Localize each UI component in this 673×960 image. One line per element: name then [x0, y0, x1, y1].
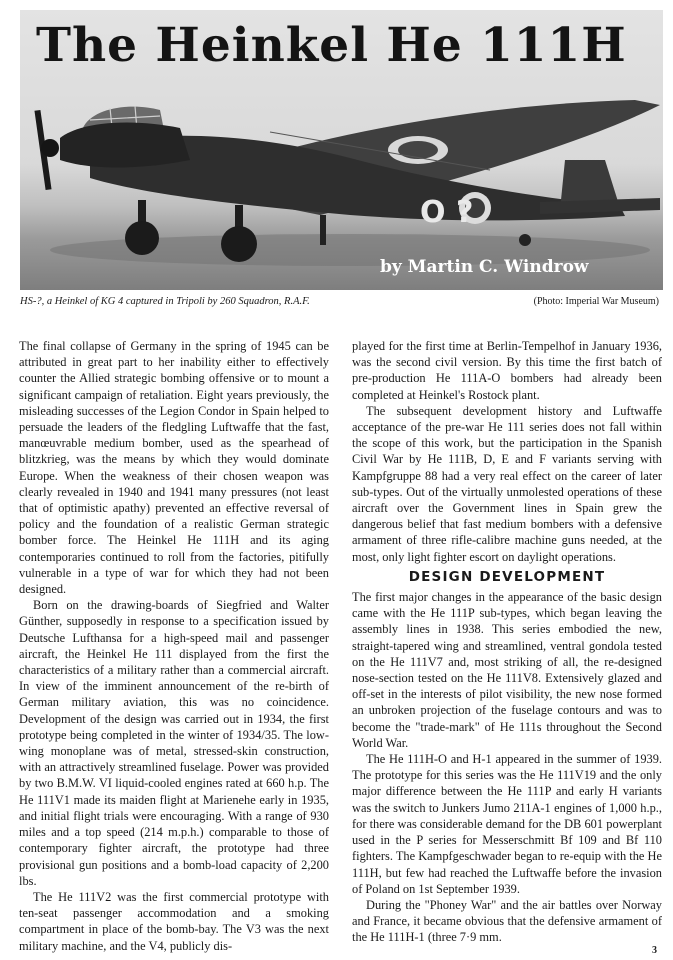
paragraph: played for the first time at Berlin-Tempelhof in January 1936, was the second civil version. By this time the first batch of pre-production He 111A-O bombers had already been completed at Heinkel's Rostock plant. — [352, 339, 662, 402]
left-column — [19, 338, 329, 954]
caption-text: HS-?, a Heinkel of KG 4 captured in Tripoli by 260 Squadron, R.A.F. — [20, 296, 310, 307]
aircraft-photo — [20, 10, 663, 290]
paragraph: During the "Phoney War" and the air battles over Norway and France, it became obvious that the defensive armament of the He 111H-1 (three 7·9 mm. — [352, 897, 662, 945]
section-heading: DESIGN DEVELOPMENT — [408, 568, 606, 585]
photo-credit: (Photo: Imperial War Museum) — [533, 296, 659, 307]
paragraph: The subsequent development history and Luftwaffe acceptance of the pre-war He 111 series does not fall within the scope of this work, but the participation in the Spanish Civil War by He 111B, D, E and F variants serving with Kampfgruppe 88 had a very real effect on the career of later sub-types. Out of the virtually unmolested operations of these aircraft over the Government lines in Spain grew the dangerous belief that fast medium bombers with a defensive armament of three rifle-calibre machine guns needed, at the most, only light fighter escort on daylight operations. — [352, 403, 662, 564]
paragraph: The He 111V2 was the first commercial prototype with ten-seat passenger accommodation and a smoking compartment in place of the bomb-bay. The V3 was the next military machine, and the V4, publicly dis- — [19, 889, 329, 953]
paragraph: The first major changes in the appearance of the basic design came with the He 111P sub-types, which began leaving the assembly lines in 1938. This series embodied the new, straight-tapered wing and streamlined, ventral gondola tested on the He 111V7 and, most striking of all, the re-designed nose-section tested on the He 111V8. Extensively glazed and off-set in the interests of pilot visibility, the new nose formed an unbroken projection of the fuselage contours and was to become the "trade-mark" of He 111s throughout the Second World War. — [352, 590, 662, 750]
photo-caption — [20, 296, 663, 307]
author-byline: by Martin C. Windrow — [380, 257, 589, 277]
fuselage-code: O ? — [420, 195, 474, 230]
page-number: 3 — [652, 945, 657, 956]
paragraph: Born on the drawing-boards of Siegfried and Walter Günther, supposedly in response to a specification issued by Deutsche Lufthansa for a high-speed mail and passenger aircraft, the Heinkel He 111 displayed from the first the characteristics of a military rather than a commercial aircraft. In view of the imminent announcement of the re-birth of German military aviation, this was no coincidence. Development of the design was carried out in 1934, the first prototype being completed in the winter of 1934/35. The low-wing monoplane was of metal, stressed-skin construction, with an attractively streamlined fuselage. Power was provided by two B.M.W. VI liquid-cooled engines rated at 660 h.p. The He 111V1 made its maiden flight at Marienehe early in 1935, and initial flight trials were encouraging. With a range of 930 miles and a top speed (214 m.p.h.) comparable to those of contemporary fighter aircraft, the prototype had three provisional gun positions and a bomb-load capacity of 2,200 lbs. — [19, 598, 329, 888]
right-column — [352, 338, 662, 946]
paragraph: The final collapse of Germany in the spring of 1945 can be attributed in great part to her inability either to effectively counter the Allied strategic bombing offensive or to mount a significant campaign of retaliation. Eight years previously, the misleading successes of the Legion Condor in Spain helped to persuade the leaders of the fledgling Luftwaffe that the fast, manœuvrable medium bomber, used as the spearhead of blitzkrieg, was the means by which they would dominate Europe. When the weakness of their chosen weapon was clearly revealed in 1940 and 1941 many pressures (not least that of optimistic apathy) prevented an effective reversal of policy and the foundation of a realistic German strategic bomber force. The Heinkel He 111H and its aging contemporaries continued to roll from the factories, pitifully vulnerable in a type of war for which they had not been designed. — [19, 339, 329, 597]
paragraph: The He 111H-O and H-1 appeared in the summer of 1939. The prototype for this series was the He 111V19 and the only major difference between the He 111P and early H variants was the switch to Junkers Jumo 211A-1 engines of 1,000 h.p., for there was considerable demand for the DB 601 powerplant used in the P series for Messerschmitt Bf 109 and Bf 110 fighters. The Kampfgeschwader began to re-equip with the He 111H, but few had reached the Luftwaffe before the invasion of Poland on 1st September 1939. — [352, 752, 662, 896]
article-title: The Heinkel He 111H — [36, 18, 627, 73]
